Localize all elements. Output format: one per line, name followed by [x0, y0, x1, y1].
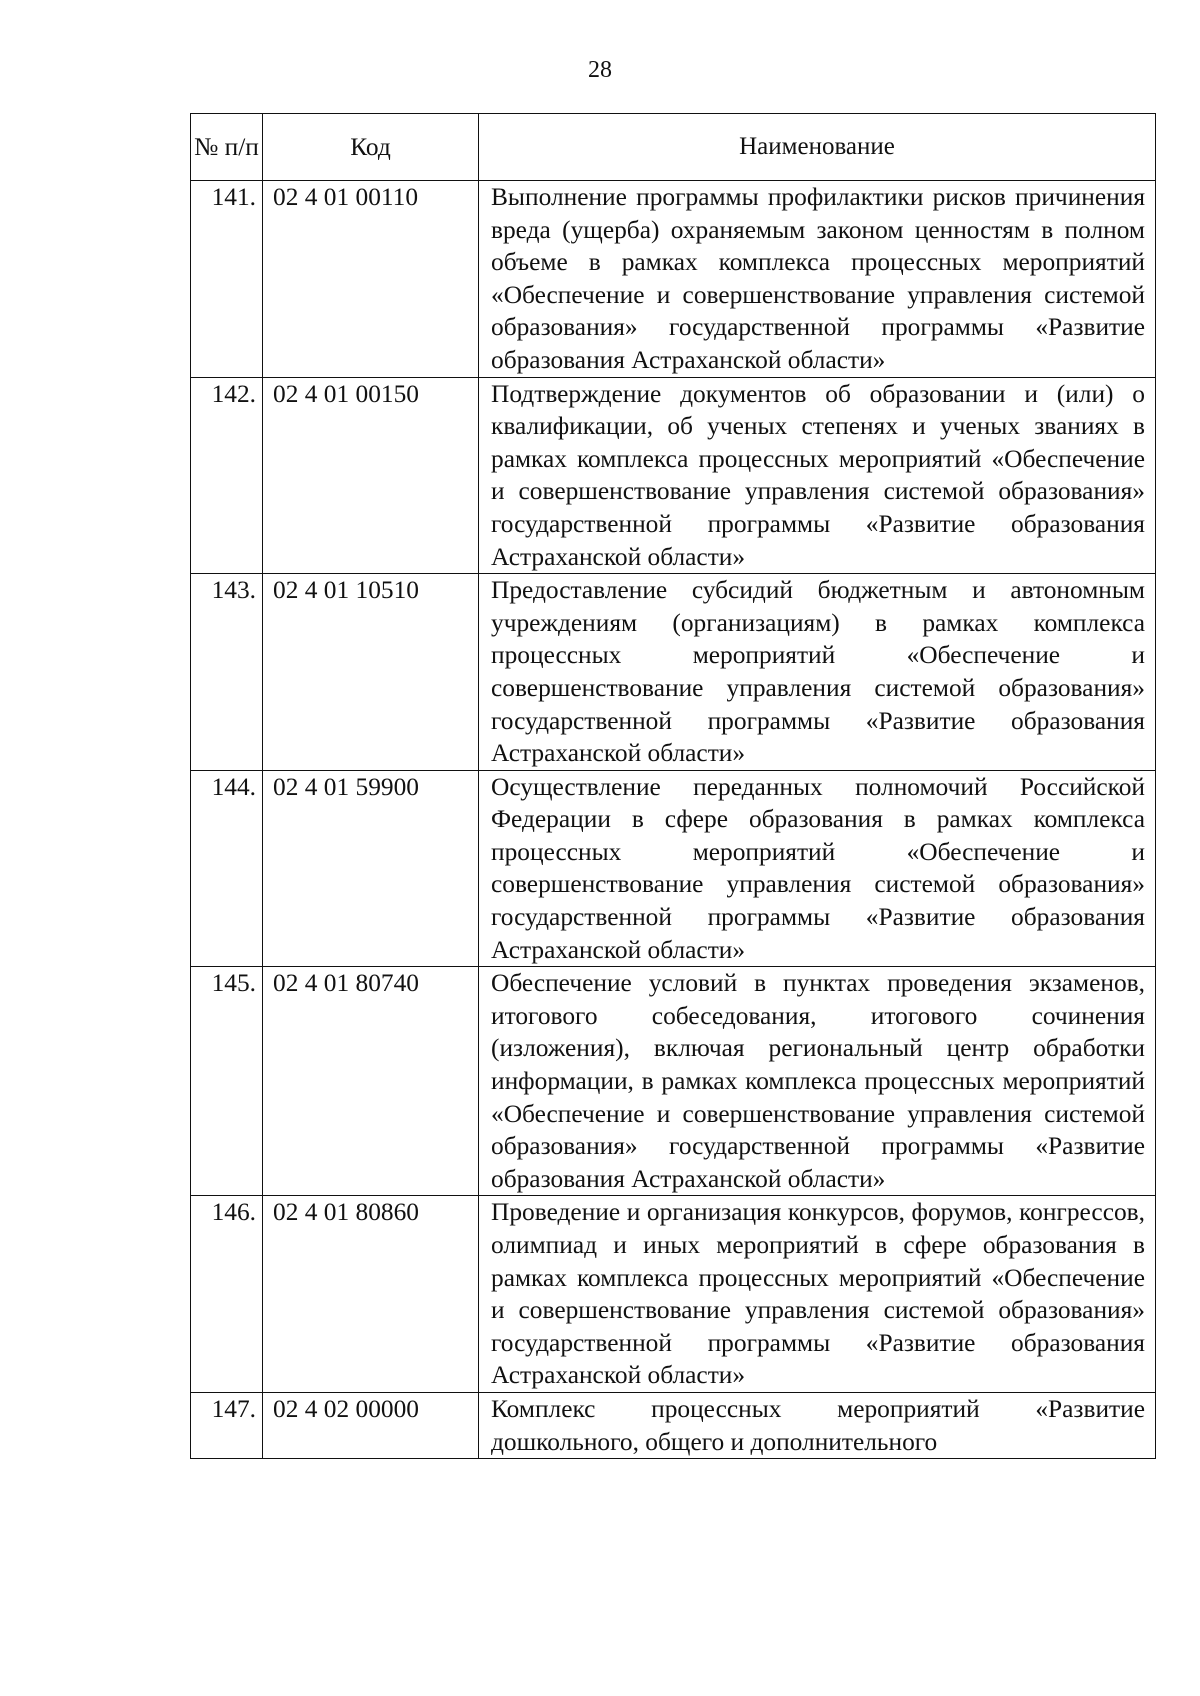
row-name: Осуществление переданных полномочий Российской Федерации в сфере образования в рамках комплекса процессных мероприятий «Обеспечение и совершенствование управления системой образования» государственной программы «Развитие образования Астраханской области» — [479, 770, 1156, 967]
table-row — [191, 181, 1156, 378]
row-number: 141. — [191, 181, 263, 378]
row-name: Проведение и организация конкурсов, форумов, конгрессов, олимпиад и иных мероприятий в сфере образования в рамках комплекса процессных мероприятий «Обеспечение и совершенствование управления системой образования» государственной программы «Развитие образования Астраханской области» — [479, 1196, 1156, 1393]
row-name: Выполнение программы профилактики рисков причинения вреда (ущерба) охраняемым законом ценностям в полном объеме в рамках комплекса процессных мероприятий «Обеспечение и совершенствование управления системой образования» государственной программы «Развитие образования Астраханской области» — [479, 181, 1156, 378]
table-row — [191, 1196, 1156, 1393]
row-code: 02 4 02 00000 — [263, 1392, 479, 1458]
row-name: Предоставление субсидий бюджетным и автономным учреждениям (организациям) в рамках комплекса процессных мероприятий «Обеспечение и совершенствование управления системой образования» государственной программы «Развитие образования Астраханской области» — [479, 574, 1156, 771]
header-name: Наименование — [479, 114, 1156, 181]
row-number: 147. — [191, 1392, 263, 1458]
header-num: № п/п — [191, 114, 263, 181]
row-name: Комплекс процессных мероприятий «Развитие дошкольного, общего и дополнительного — [479, 1392, 1156, 1458]
row-number: 142. — [191, 377, 263, 574]
table-row — [191, 377, 1156, 574]
page-number: 28 — [588, 57, 612, 83]
header-code: Код — [263, 114, 479, 181]
row-code: 02 4 01 80860 — [263, 1196, 479, 1393]
table-row — [191, 770, 1156, 967]
row-code: 02 4 01 80740 — [263, 967, 479, 1196]
row-code: 02 4 01 10510 — [263, 574, 479, 771]
classification-table — [190, 113, 1156, 1459]
table-header-row — [191, 114, 1156, 181]
row-name: Подтверждение документов об образовании и (или) о квалификации, об ученых степенях и ученых званиях в рамках комплекса процессных мероприятий «Обеспечение и совершенствование управления системой образования» государственной программы «Развитие образования Астраханской области» — [479, 377, 1156, 574]
row-number: 146. — [191, 1196, 263, 1393]
table-row — [191, 967, 1156, 1196]
row-code: 02 4 01 00110 — [263, 181, 479, 378]
row-name: Обеспечение условий в пунктах проведения экзаменов, итогового собеседования, итогового сочинения (изложения), включая региональный центр обработки информации, в рамках комплекса процессных мероприятий «Обеспечение и совершенствование управления системой образования» государственной программы «Развитие образования Астраханской области» — [479, 967, 1156, 1196]
row-code: 02 4 01 59900 — [263, 770, 479, 967]
table-row — [191, 1392, 1156, 1458]
row-number: 145. — [191, 967, 263, 1196]
table-row — [191, 574, 1156, 771]
row-number: 144. — [191, 770, 263, 967]
row-code: 02 4 01 00150 — [263, 377, 479, 574]
row-number: 143. — [191, 574, 263, 771]
